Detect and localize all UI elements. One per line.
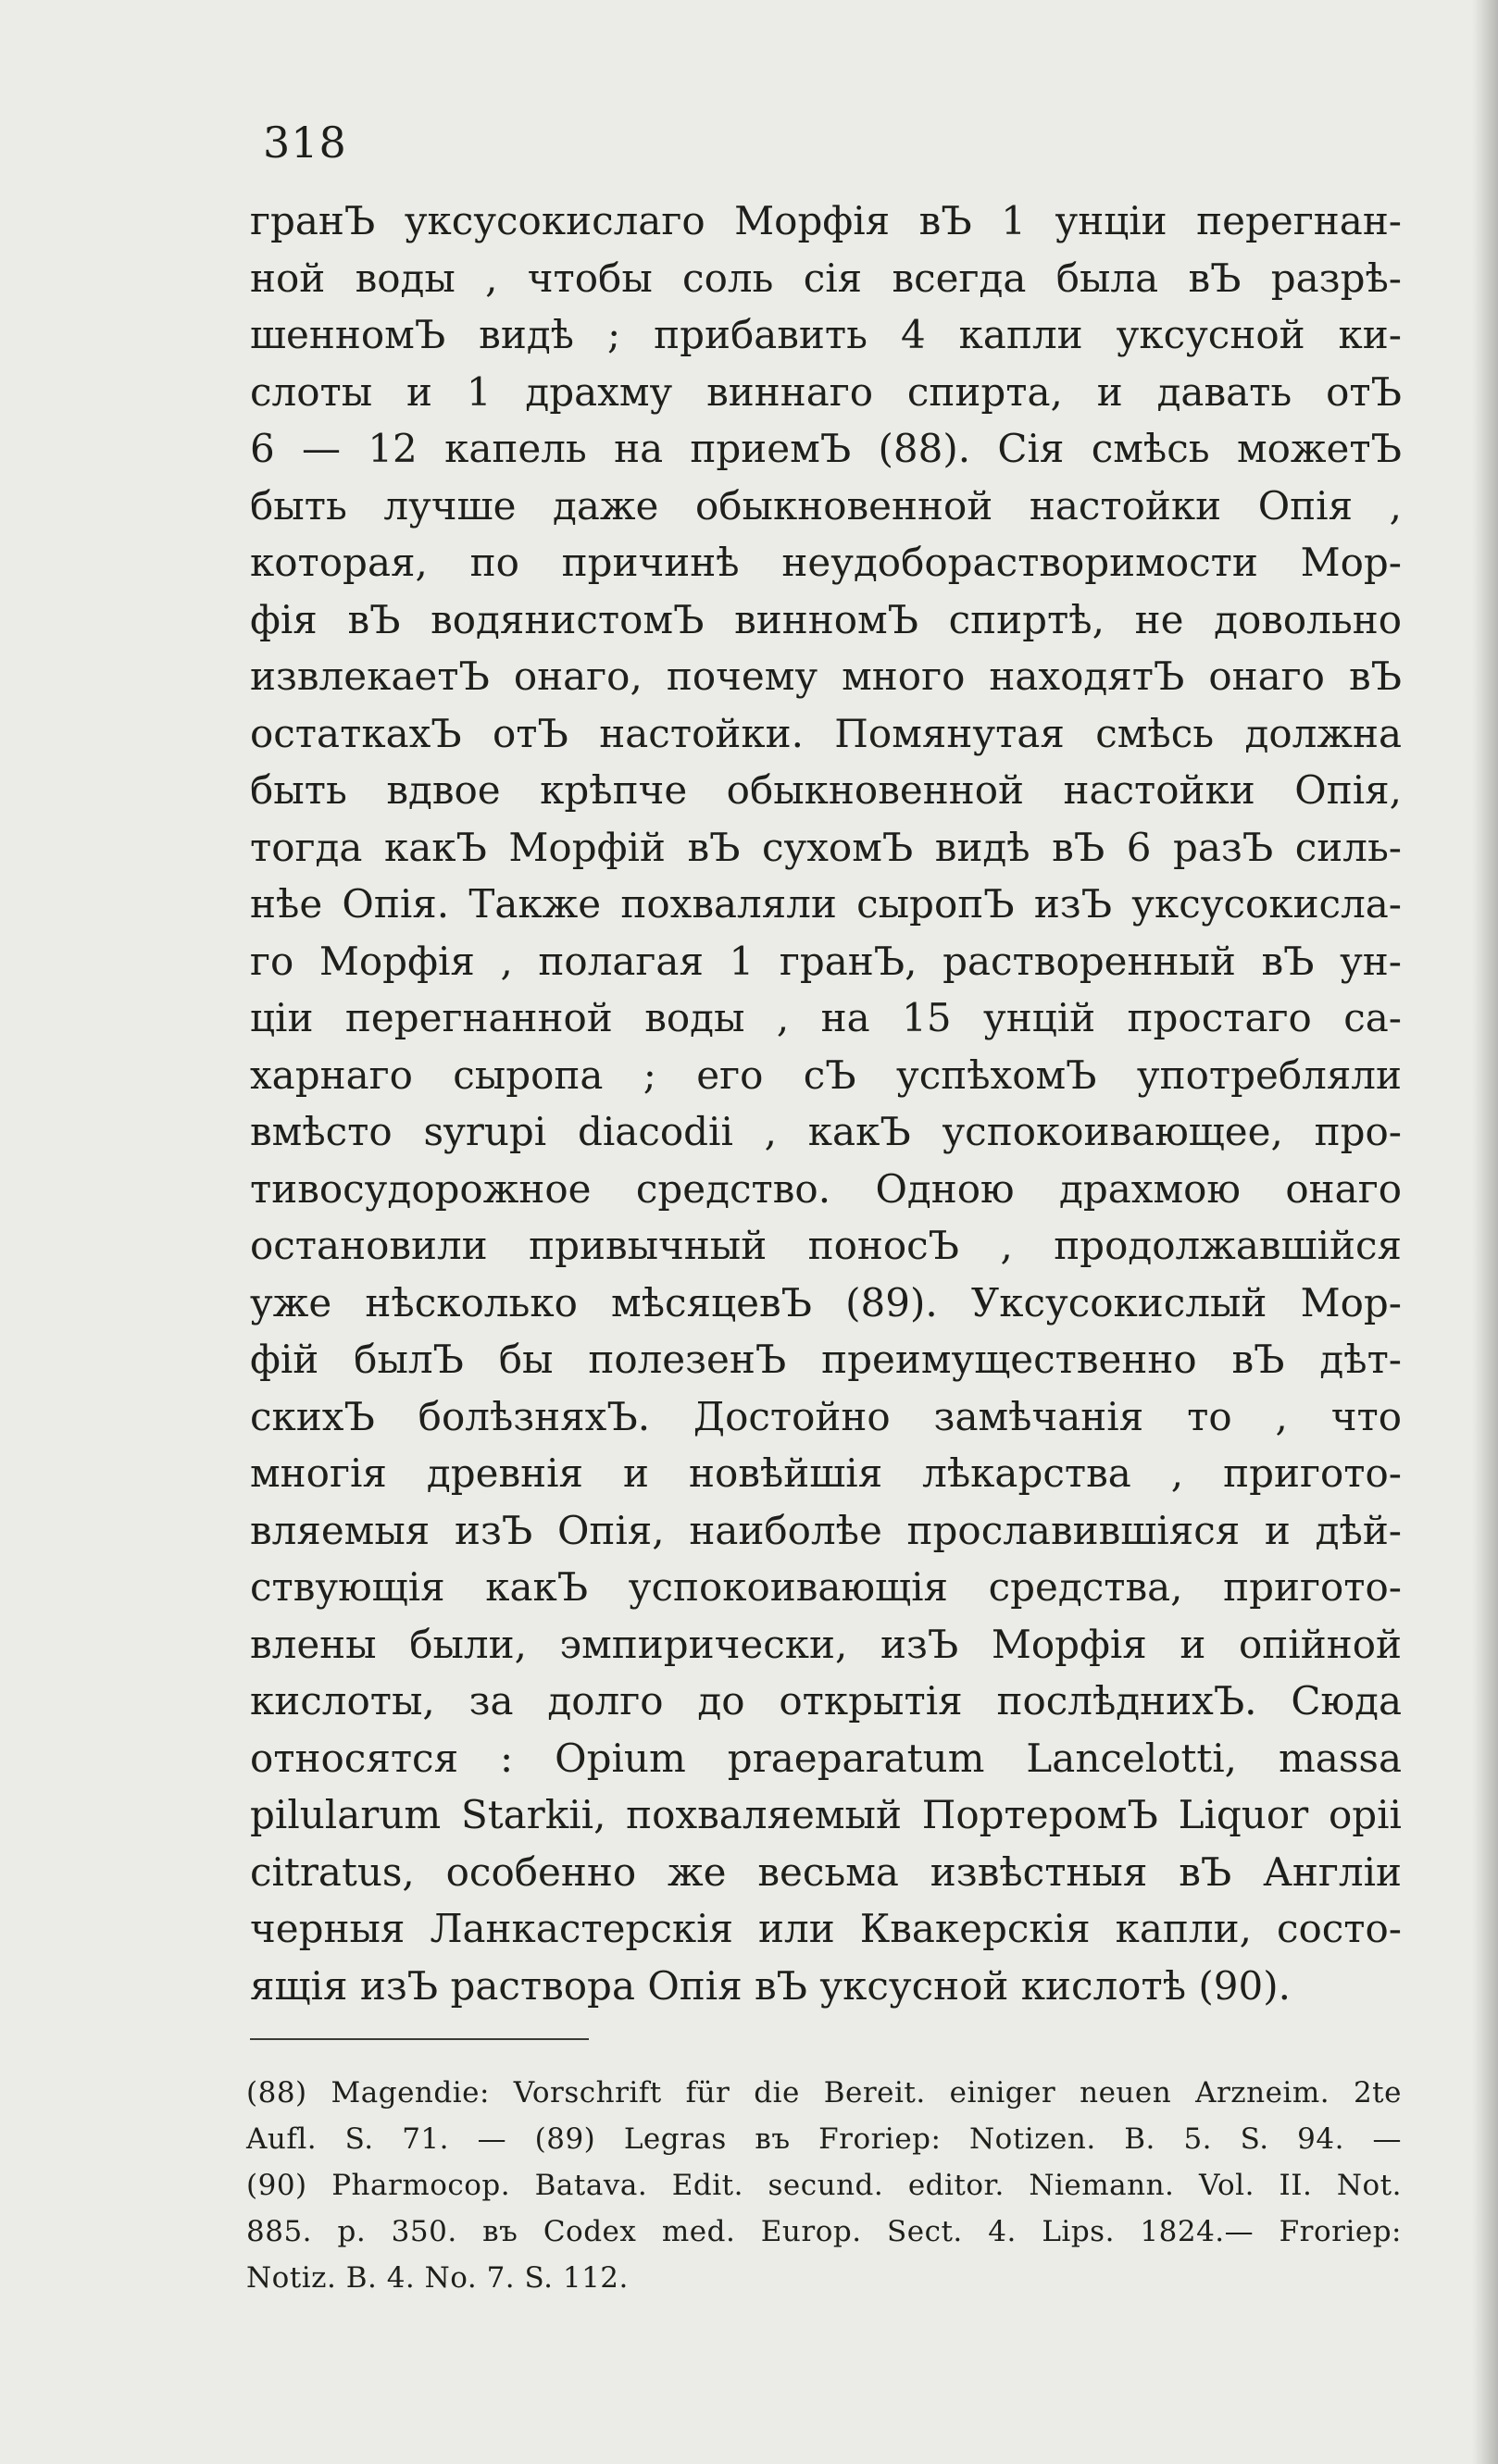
text-line: многія древнія и новѣйшія лѣкарства , пригото- [250,1450,1402,1496]
text-line: нѣе Опія. Также похваляли сыропЪ изЪ уксусокисла- [250,881,1402,927]
text-line: 6 — 12 капель на приемЪ (88). Сія смѣсь можетЪ [250,426,1402,471]
footnote-separator [250,2038,589,2040]
text-line: гранЪ уксусокислаго Морфія вЪ 1 унціи перегнан- [250,198,1402,243]
text-line: которая, по причинѣ неудоборастворимости Мор- [250,540,1402,585]
text-line: шенномЪ видѣ ; прибавить 4 капли уксусной ки- [250,312,1402,357]
text-line: остаткахЪ отЪ настойки. Помянутая смѣсь должна [250,710,1402,756]
footnote-line: Notiz. B. 4. No. 7. S. 112. [246,2261,629,2295]
text-line: вмѣсто syrupi diacodii , какЪ успокоивающее, про- [250,1109,1402,1154]
text-line: ящія изЪ раствора Опія вЪ уксусной кислотѣ (90). [250,1962,1291,2009]
text-line: извлекаетЪ онаго, почему много находятЪ онаго вЪ [250,653,1402,699]
text-line: pilularum Starkii, похваляемый ПортеромЪ Liquor opii [250,1792,1402,1837]
text-line: фія вЪ водянистомЪ винномЪ спиртѣ, не довольно [250,596,1402,642]
text-line: быть лучше даже обыкновенной настойки Опія , [250,482,1402,529]
text-line: ной воды , чтобы соль сія всегда была вЪ разрѣ- [250,255,1402,301]
text-line: фій былЪ бы полезенЪ преимущественно вЪ дѣт- [250,1337,1402,1382]
page-number: 318 [263,118,347,168]
text-line: кислоты, за долго до открытія послѣднихЪ. Сюда [250,1678,1402,1724]
text-line: citratus, особенно же весьма извѣстныя вЪ Англіи [250,1848,1402,1895]
footnote-line: (88) Magendie: Vorschrift für die Bereit. einiger neuen Arzneim. 2te [246,2076,1402,2109]
text-line: тогда какЪ Морфій вЪ сухомЪ видѣ вЪ 6 разЪ силь- [250,824,1402,870]
text-line: скихЪ болѣзняхЪ. Достойно замѣчанія то , что [250,1393,1402,1439]
main-text [250,193,1402,2014]
text-line: быть вдвое крѣпче обыкновенной настойки Опія, [250,767,1402,813]
text-line: слоты и 1 драхму виннаго спирта, и давать отЪ [250,368,1402,415]
text-line: относятся : Opium praeparatum Lancelotti, massa [250,1735,1402,1781]
text-line: ціи перегнанной воды , на 15 унцій простаго са- [250,995,1402,1040]
text-line: остановили привычный поносЪ , продолжавшійся [250,1223,1402,1268]
footnote-line: Aufl. S. 71. — (89) Legras въ Froriep: Notizen. B. 5. S. 94. — [246,2122,1402,2156]
footnote-line: 885. p. 350. въ Codex med. Europ. Sect. 4. Lips. 1824.— Froriep: [246,2215,1402,2248]
text-line: ствующія какЪ успокоивающія средства, пригото- [250,1564,1402,1610]
text-line: харнаго сыропа ; его сЪ успѣхомЪ употребляли [250,1052,1402,1098]
footnote-line: (90) Pharmocop. Batava. Edit. secund. editor. Niemann. Vol. II. Not. [246,2169,1402,2202]
text-line: го Морфія , полагая 1 гранЪ, растворенный вЪ ун- [250,938,1402,984]
text-line: вляемыя изЪ Опія, наиболѣе прославившіяся и дѣй- [250,1507,1402,1553]
text-line: влены были, эмпирически, изЪ Морфія и опійной [250,1621,1402,1667]
text-line: черныя Ланкастерскія или Квакерскія капли, состо- [250,1906,1402,1951]
text-line: уже нѣсколько мѣсяцевЪ (89). Уксусокислый Мор- [250,1279,1402,1325]
page-edge-shadow [1472,0,1498,2464]
footnotes [246,2070,1402,2301]
text-line: тивосудорожное средство. Одною драхмою онаго [250,1165,1402,1212]
